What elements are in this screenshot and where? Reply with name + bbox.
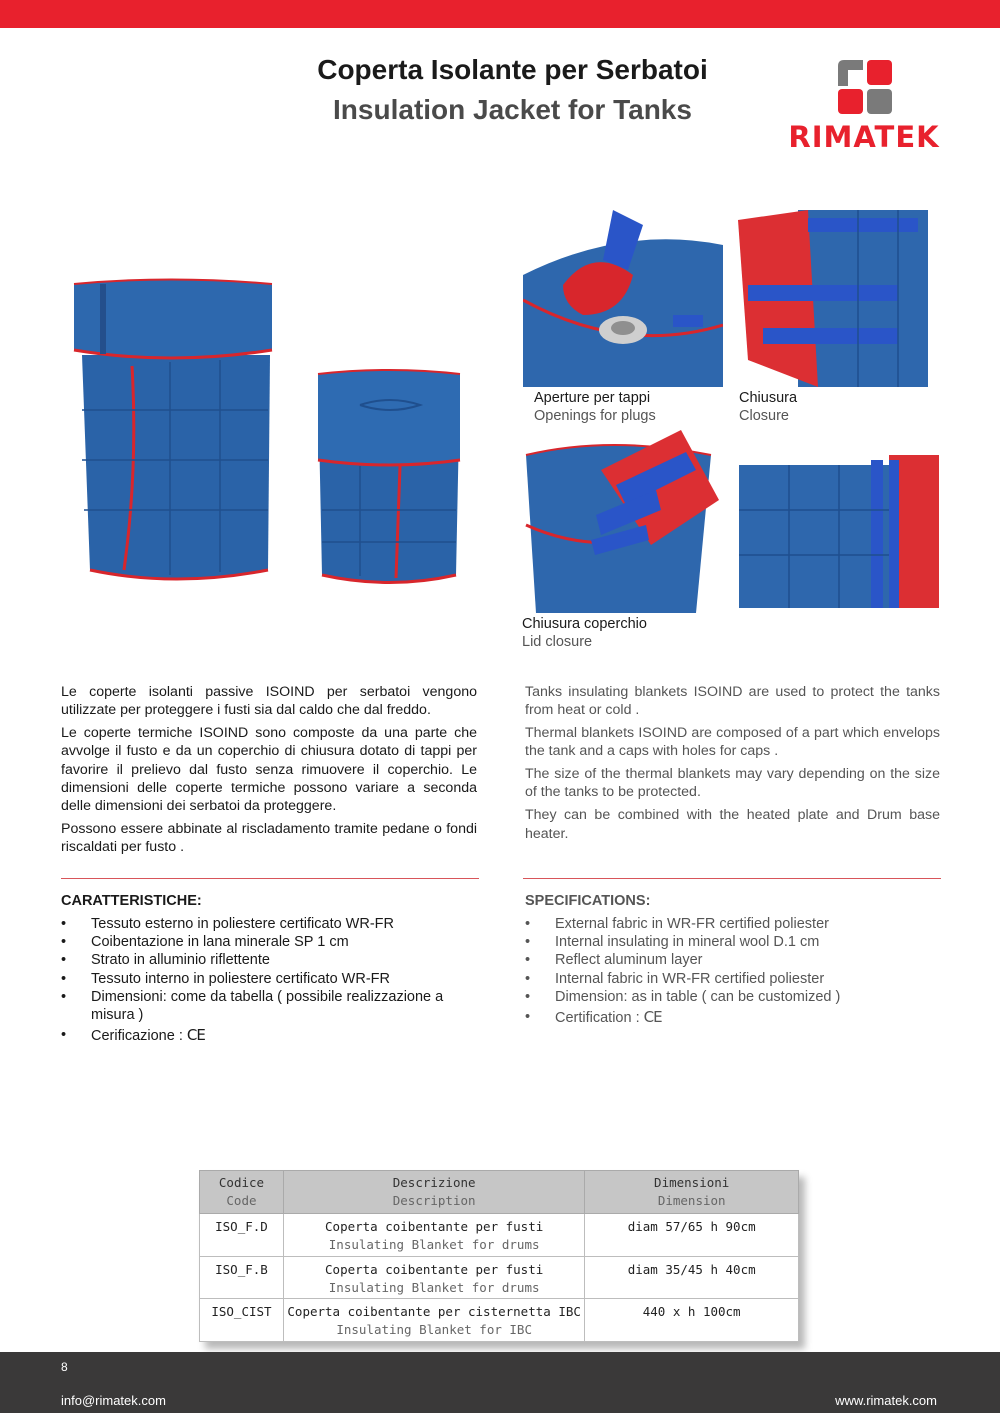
caption-lid-closure: Chiusura coperchio Lid closure xyxy=(522,616,647,650)
photo-openings-for-plugs xyxy=(523,205,723,387)
cell-dimension: diam 35/45 h 40cm xyxy=(585,1256,799,1299)
list-item: • Internal insulating in mineral wool D.1 cm xyxy=(525,933,935,951)
list-item: • Tessuto interno in poliestere certificato WR-FR xyxy=(61,970,471,988)
photo-lid-closure xyxy=(521,430,719,613)
list-item: • Tessuto esterno in poliestere certificato WR-FR xyxy=(61,915,471,933)
list-item: • Coibentazione in lana minerale SP 1 cm xyxy=(61,933,471,951)
cell-code: ISO_CIST xyxy=(200,1299,284,1342)
section-divider-left xyxy=(61,878,479,879)
header-dimension: Dimensioni Dimension xyxy=(585,1171,799,1214)
section-divider-right xyxy=(523,878,941,879)
photo-flat-blanket xyxy=(739,455,939,608)
list-item-certification xyxy=(525,1008,935,1027)
caption-openings-for-plugs: Aperture per tappi Openings for plugs xyxy=(534,390,656,424)
list-item: • Dimensioni: come da tabella ( possibile realizzazione a misura ) xyxy=(61,988,471,1024)
page-number: 8 xyxy=(61,1360,68,1374)
certification-label: Certification : xyxy=(555,1010,640,1027)
logo-wordmark: RIMATEK xyxy=(788,120,940,154)
list-item: • Internal fabric in WR-FR certified poliester xyxy=(525,970,935,988)
list-item: • Reflect aluminum layer xyxy=(525,951,935,969)
logo-squares-icon xyxy=(836,58,894,116)
cell-code: ISO_F.D xyxy=(200,1214,284,1257)
cell-description: Coperta coibentante per fusti Insulating Blanket for drums xyxy=(283,1256,584,1299)
rimatek-logo xyxy=(788,58,940,154)
table-header-row xyxy=(200,1171,799,1214)
intro-en-paragraph: The size of the thermal blankets may vary depending on the size of the tanks to be protected. xyxy=(525,766,940,801)
intro-it-paragraph: Le coperte termiche ISOIND sono composte da una parte che avvolge il fusto e da un coperchio di chiusura dotato di tappi per favorire il prelievo dal fusto senza rimuovere il coperchio. Le dimensioni delle coperte termiche possono variare a seconda delle dimensioni dei serbatoi da proteggere. xyxy=(61,725,477,815)
table-row xyxy=(200,1299,799,1342)
features-title-english: SPECIFICATIONS: xyxy=(525,893,651,909)
intro-it-paragraph: Possono essere abbinate al riscladamento tramite pedane o fondi riscaldati per fusto . xyxy=(61,821,477,856)
intro-en-paragraph: Tanks insulating blankets ISOIND are used to protect the tanks from heat or cold . xyxy=(525,684,940,719)
caption-closure: Chiusura Closure xyxy=(739,390,798,424)
intro-it-paragraph: Le coperte isolanti passive ISOIND per serbatoi vengono utilizzate per proteggere i fusti sia dal caldo che dal freddo. xyxy=(61,684,477,719)
cell-dimension: diam 57/65 h 90cm xyxy=(585,1214,799,1257)
cell-code: ISO_F.B xyxy=(200,1256,284,1299)
list-item-certification xyxy=(61,1026,471,1045)
cell-dimension: 440 x h 100cm xyxy=(585,1299,799,1342)
features-list-italian xyxy=(61,915,471,1045)
header-description: Descrizione Description xyxy=(283,1171,584,1214)
list-item: • External fabric in WR-FR certified poliester xyxy=(525,915,935,933)
product-table xyxy=(199,1170,799,1342)
page-footer xyxy=(0,1352,1000,1413)
cell-description: Coperta coibentante per fusti Insulating Blanket for drums xyxy=(283,1214,584,1257)
features-list-english xyxy=(525,915,935,1027)
ce-mark-icon: CE xyxy=(186,1026,205,1045)
top-accent-bar xyxy=(0,0,1000,28)
list-item: • Strato in alluminio riflettente xyxy=(61,951,471,969)
product-photo-drum-jackets xyxy=(60,270,480,600)
page-title-english: Insulation Jacket for Tanks xyxy=(333,94,692,125)
website-link[interactable]: www.rimatek.com xyxy=(835,1393,937,1408)
page-title-italian: Coperta Isolante per Serbatoi xyxy=(317,54,708,85)
table-row xyxy=(200,1214,799,1257)
header-code: Codice Code xyxy=(200,1171,284,1214)
list-item: • Dimension: as in table ( can be customized ) xyxy=(525,988,935,1006)
certification-label: Cerificazione : xyxy=(91,1028,183,1045)
intro-text-italian xyxy=(61,683,477,861)
intro-en-paragraph: They can be combined with the heated plate and Drum base heater. xyxy=(525,807,940,842)
features-title-italian: CARATTERISTICHE: xyxy=(61,893,202,909)
email-link[interactable]: info@rimatek.com xyxy=(61,1393,166,1408)
intro-en-paragraph: Thermal blankets ISOIND are composed of a part which envelops the tank and a caps with holes for caps . xyxy=(525,725,940,760)
photo-closure xyxy=(738,210,928,387)
intro-text-english xyxy=(525,683,940,847)
cell-description: Coperta coibentante per cisternetta IBC Insulating Blanket for IBC xyxy=(283,1299,584,1342)
table-row xyxy=(200,1256,799,1299)
ce-mark-icon: CE xyxy=(643,1008,662,1027)
